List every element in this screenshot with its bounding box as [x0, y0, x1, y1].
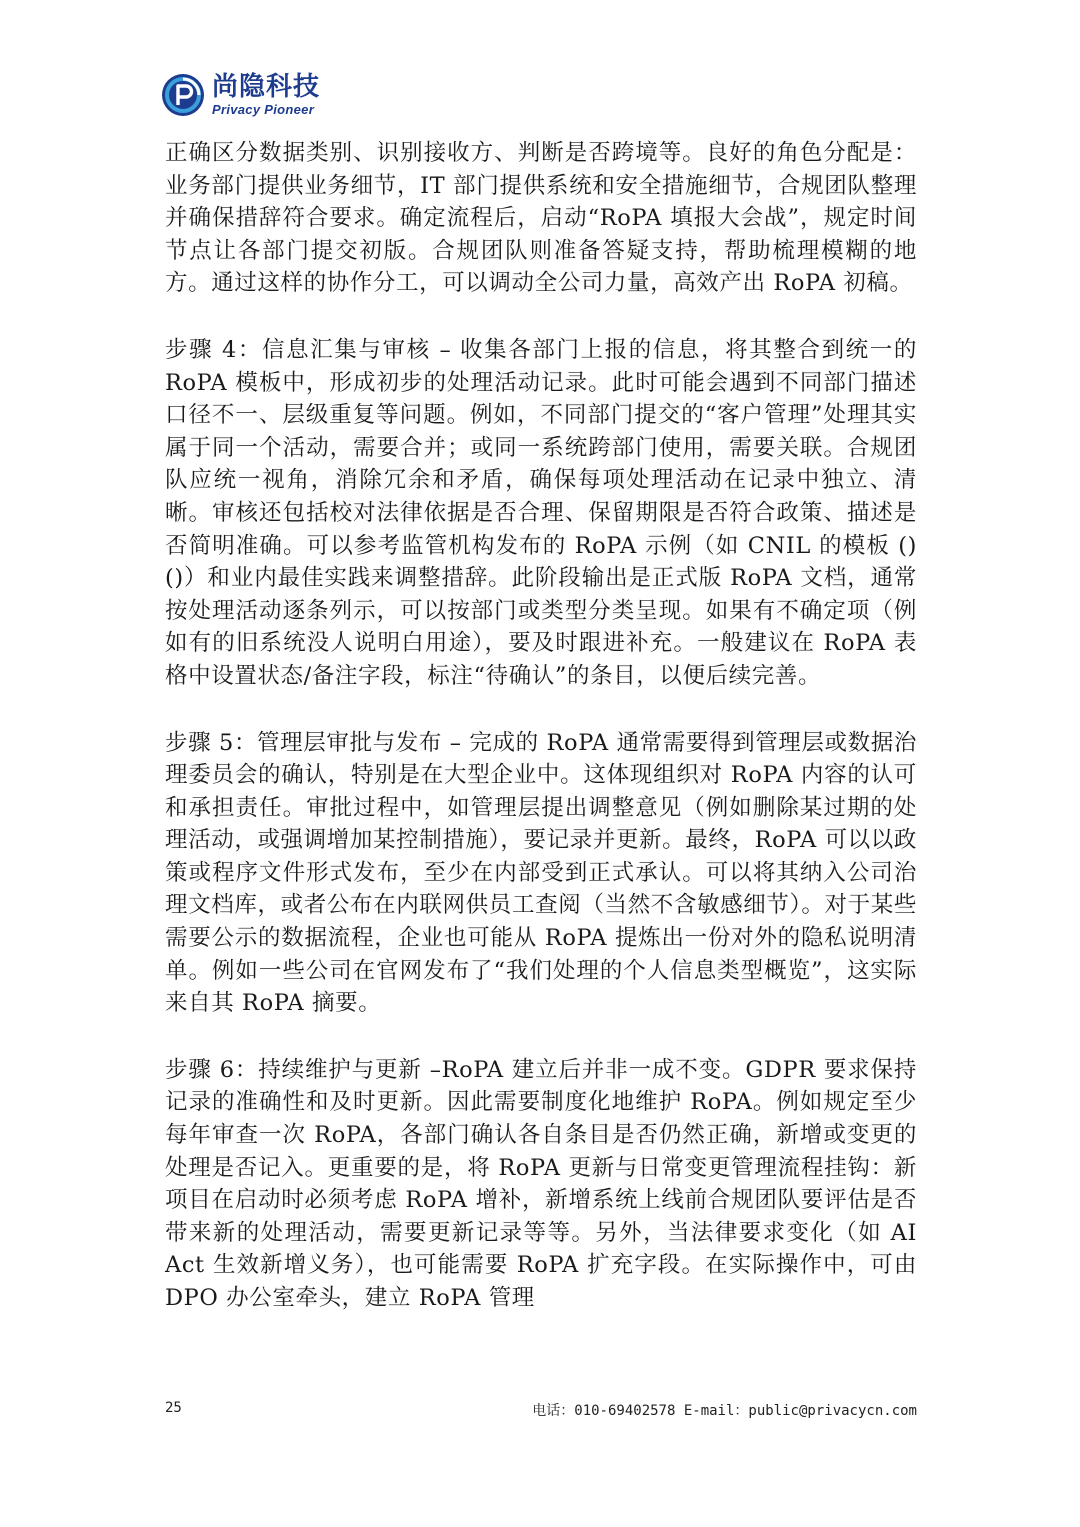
- brand-name-cn: 尚隐科技: [212, 72, 321, 102]
- contact-info: 电话：010-69402578 E-mail：public@privacycn.com: [532, 1403, 917, 1419]
- page-header: [160, 72, 320, 118]
- paragraph-role-division: 正确区分数据类别、识别接收方、判断是否跨境等。良好的角色分配是：业务部门提供业务细节，IT 部门提供系统和安全措施细节，合规团队整理并确保措辞符合要求。确定流程后，启动“RoPA 填报大会战”，规定时间节点让各部门提交初版。合规团队则准备答疑支持，帮助梳理模糊的地方。通过这样的协作分工，可以调动全公司力量，高效产出 RoPA 初稿。: [165, 140, 917, 297]
- paragraph-step-5: 步骤 5：管理层审批与发布 – 完成的 RoPA 通常需要得到管理层或数据治理委员会的确认，特别是在大型企业中。这体现组织对 RoPA 内容的认可和承担责任。审批过程中，如管理层提出调整意见（例如删除某过期的处理活动，或强调增加某控制措施），要记录并更新。最终，RoPA 可以以政策或程序文件形式发布，至少在内部受到正式承认。可以将其纳入公司治理文档库，或者公布在内联网供员工查阅（当然不含敏感细节）。对于某些需要公示的数据流程，企业也可能从 RoPA 提炼出一份对外的隐私说明清单。例如一些公司在官网发布了“我们处理的个人信息类型概览”，这实际来自其 RoPA 摘要。: [165, 729, 917, 1017]
- document-body: [165, 137, 917, 1349]
- paragraph-step-6: 步骤 6：持续维护与更新 –RoPA 建立后并非一成不变。GDPR 要求保持记录的准确性和及时更新。因此需要制度化地维护 RoPA。例如规定至少每年审查一次 RoPA，各部门确认各自条目是否仍然正确，新增或变更的处理是否记入。更重要的是，将 RoPA 更新与日常变更管理流程挂钩：新项目在启动时必须考虑 RoPA 增补，新增系统上线前合规团队要评估是否带来新的处理活动，需要更新记录等等。另外，当法律要求变化（如 AI Act 生效新增义务），也可能需要 RoPA 扩充字段。在实际操作中，可由 DPO 办公室牵头，建立 RoPA 管理: [165, 1056, 917, 1311]
- brand-name: [212, 74, 320, 116]
- page-footer: [165, 1400, 917, 1420]
- brand-name-en: Privacy Pioneer: [212, 102, 315, 117]
- privacy-pioneer-logo-icon: [160, 72, 206, 118]
- page-number: 25: [165, 1400, 182, 1416]
- paragraph-step-4: 步骤 4：信息汇集与审核 – 收集各部门上报的信息，将其整合到统一的 RoPA 模板中，形成初步的处理活动记录。此时可能会遇到不同部门描述口径不一、层级重复等问题。例如，不同部门提交的“客户管理”处理其实属于同一个活动，需要合并；或同一系统跨部门使用，需要关联。合规团队应统一视角，消除冗余和矛盾，确保每项处理活动在记录中独立、清晰。审核还包括校对法律依据是否合理、保留期限是否符合政策、描述是否简明准确。可以参考监管机构发布的 RoPA 示例（如 CNIL 的模板 () ()）和业内最佳实践来调整措辞。此阶段输出是正式版 RoPA 文档，通常按处理活动逐条列示，可以按部门或类型分类呈现。如果有不确定项（例如有的旧系统没人说明白用途），要及时跟进补充。一般建议在 RoPA 表格中设置状态/备注字段，标注“待确认”的条目，以便后续完善。: [165, 336, 917, 689]
